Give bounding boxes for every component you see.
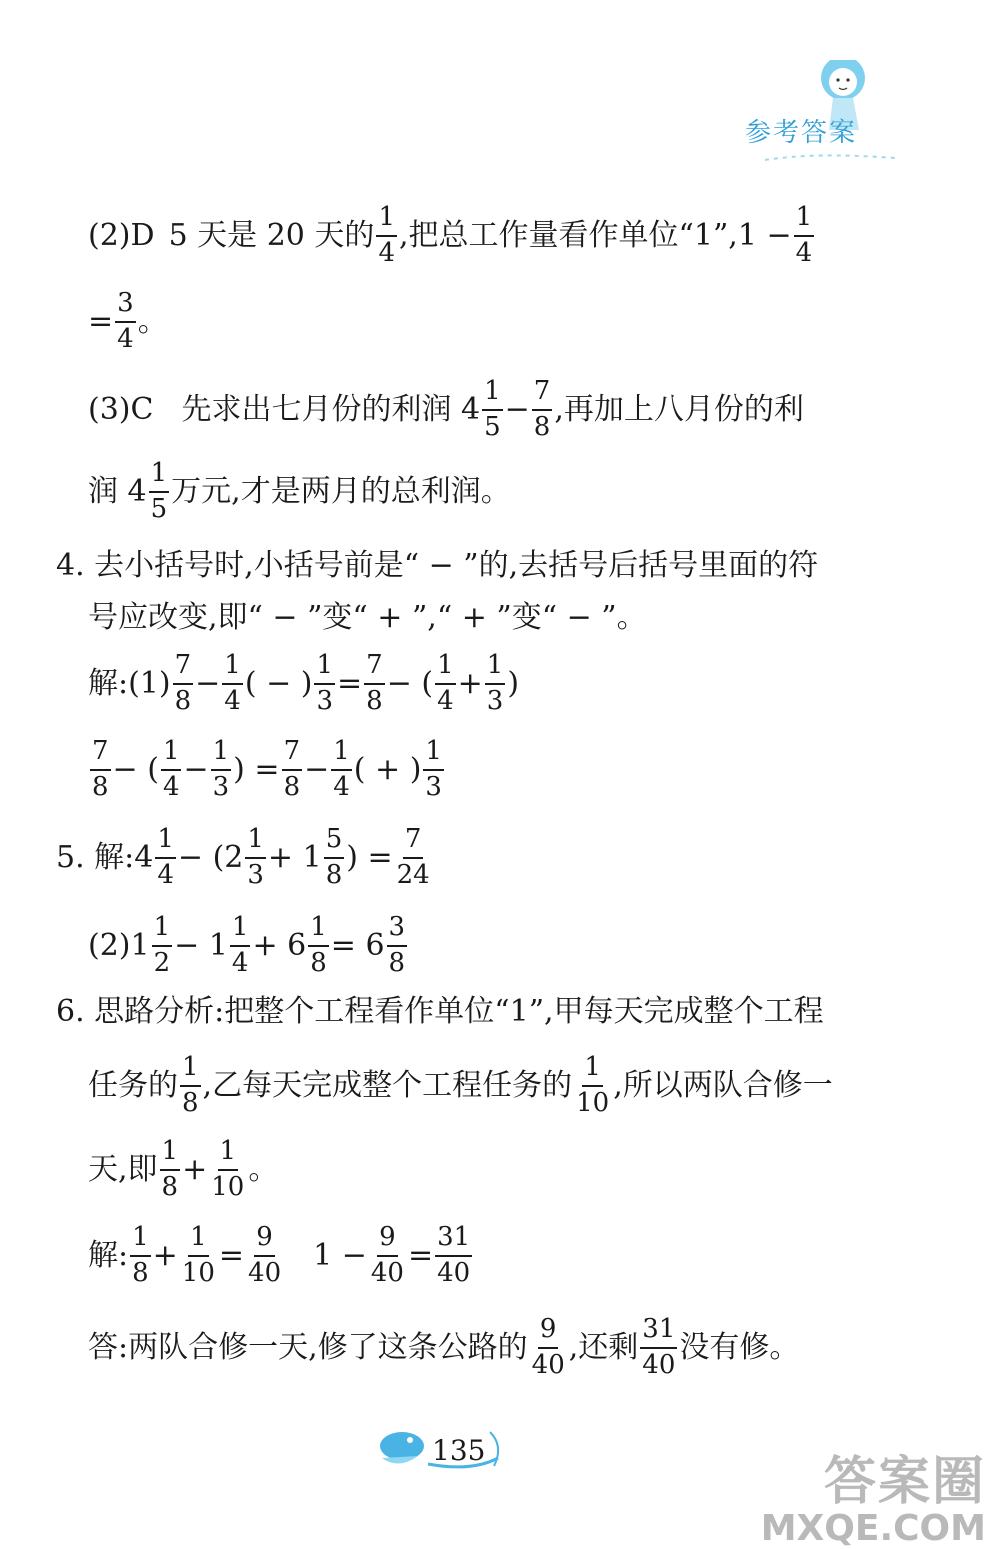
answer-3-2-line-1: [88, 196, 816, 276]
fraction: $\frac{1}{4}$: [224, 650, 241, 716]
fraction: $\frac{1}{2}$: [153, 912, 171, 978]
fraction: $\frac{3}{8}$: [388, 912, 406, 978]
text: ): [507, 666, 520, 701]
fraction: $\frac{9}{40}$: [531, 1314, 565, 1380]
text: ( + ): [353, 752, 422, 787]
header-title: 参考答案: [745, 118, 858, 148]
text: 任务的: [88, 1068, 178, 1103]
text: − (2: [177, 840, 244, 875]
fraction: $\frac{5}{8}$: [325, 824, 343, 890]
answer-6-conclusion: [88, 1308, 799, 1388]
text: 天,即: [88, 1152, 158, 1187]
text: ) =: [233, 752, 280, 787]
fraction: $\frac{1}{4}$: [795, 202, 813, 268]
text: (3)C: [88, 392, 154, 427]
answer-5-line-1: [56, 818, 434, 898]
text: ,乙每天完成整个工程任务的: [202, 1068, 573, 1103]
fraction: $\frac{1}{5}$: [150, 458, 168, 524]
text: 解:: [88, 1238, 129, 1273]
fraction: $\frac{9}{40}$: [370, 1222, 404, 1288]
text: 6. 思路分析:把整个工程看作单位“1”,甲每天完成整个工程: [56, 994, 824, 1029]
fraction: $\frac{31}{40}$: [642, 1314, 676, 1380]
text: + 1: [267, 840, 322, 875]
watermark: [760, 1452, 986, 1549]
text: =: [88, 304, 114, 339]
text: −: [183, 752, 209, 787]
answer-6-line-1: [56, 972, 824, 1052]
text: =: [407, 1238, 434, 1273]
fraction: $\frac{1}{3}$: [316, 650, 334, 716]
text: 。: [137, 304, 168, 339]
fraction: $\frac{1}{8}$: [310, 912, 327, 978]
fraction: $\frac{1}{8}$: [182, 1052, 199, 1118]
text: ,把总工作量看作单位“1”,1 −: [398, 218, 792, 253]
answer-4-solution-1: [88, 644, 519, 724]
text: =: [337, 666, 363, 701]
fraction: $\frac{1}{3}$: [247, 824, 264, 890]
fraction: $\frac{1}{4}$: [162, 736, 180, 802]
text: 答:两队合修一天,修了这条公路的: [88, 1330, 528, 1365]
fraction: $\frac{7}{8}$: [366, 650, 383, 716]
text: 号应改变,即“ − ”变“ + ”,“ + ”变“ − ”。: [88, 600, 647, 635]
fraction: $\frac{1}{10}$: [211, 1136, 245, 1202]
text: 解:(1): [88, 666, 171, 701]
text: =: [218, 1238, 245, 1273]
fraction: $\frac{7}{8}$: [283, 736, 301, 802]
text: +: [457, 666, 483, 701]
answer-6-solution: [88, 1216, 474, 1296]
fraction: $\frac{1}{4}$: [378, 202, 395, 268]
fraction: $\frac{1}{4}$: [333, 736, 350, 802]
fraction: $\frac{7}{24}$: [396, 824, 430, 890]
answer-6-line-3: [88, 1130, 278, 1210]
answer-6-line-2: [88, 1046, 833, 1126]
page-footer: [372, 1418, 512, 1478]
text: − (: [112, 752, 159, 787]
fraction: $\frac{1}{10}$: [181, 1222, 215, 1288]
text: −: [304, 752, 330, 787]
fraction: $\frac{1}{4}$: [231, 912, 249, 978]
text: 润 4: [88, 474, 147, 509]
text: + 6: [252, 928, 307, 963]
text: ,再加上八月份的利: [554, 392, 804, 427]
text: 万元,才是两月的总利润。: [171, 474, 511, 509]
text: 5 天是 20 天的: [168, 218, 375, 253]
fraction: $\frac{1}{10}$: [576, 1052, 610, 1118]
answer-3-3-line-1: [88, 370, 804, 450]
text: 先求出七月份的利润 4: [181, 392, 481, 427]
text: ,所以两队合修一: [613, 1068, 833, 1103]
text: − (: [386, 666, 434, 701]
fraction: $\frac{1}{4}$: [437, 650, 454, 716]
fraction: $\frac{7}{8}$: [174, 650, 192, 716]
fraction: $\frac{1}{8}$: [132, 1222, 149, 1288]
fraction: $\frac{1}{3}$: [212, 736, 230, 802]
fraction: $\frac{1}{4}$: [157, 824, 174, 890]
fraction: $\frac{1}{3}$: [425, 736, 442, 802]
answer-4-solution-2: [88, 730, 446, 810]
answer-3-3-line-2: [88, 452, 511, 532]
fraction: $\frac{1}{3}$: [486, 650, 504, 716]
fraction: $\frac{31}{40}$: [437, 1222, 471, 1288]
text: 4. 去小括号时,小括号前是“ − ”的,去括号后括号里面的符: [56, 548, 819, 583]
answer-3-2-line-2: [88, 282, 168, 362]
fraction: $\frac{1}{8}$: [161, 1136, 179, 1202]
page-header: [725, 60, 905, 170]
watermark-logo: 答案圈: [823, 1452, 986, 1512]
text: 1 −: [313, 1238, 367, 1273]
text: (2)D: [88, 218, 155, 253]
fraction: $\frac{9}{40}$: [248, 1222, 282, 1288]
text: +: [152, 1238, 178, 1273]
text: 。: [248, 1152, 279, 1187]
text: ( − ): [244, 666, 313, 701]
text: 没有修。: [679, 1330, 800, 1365]
text: ) =: [346, 840, 393, 875]
watermark-url: MXQE.COM: [760, 1507, 986, 1549]
text: ,还剩: [568, 1330, 639, 1365]
text: +: [182, 1152, 208, 1187]
text: 5. 解:4: [56, 840, 154, 875]
text: −: [504, 392, 530, 427]
text: (2)1: [88, 928, 150, 963]
fraction: $\frac{3}{4}$: [117, 288, 134, 354]
text: −: [195, 666, 221, 701]
text: − 1: [174, 928, 228, 963]
fraction: $\frac{7}{8}$: [533, 376, 551, 442]
page-number: 135: [432, 1434, 486, 1467]
fraction: $\frac{7}{8}$: [92, 736, 109, 802]
fraction: $\frac{1}{5}$: [484, 376, 501, 442]
text: = 6: [330, 928, 385, 963]
